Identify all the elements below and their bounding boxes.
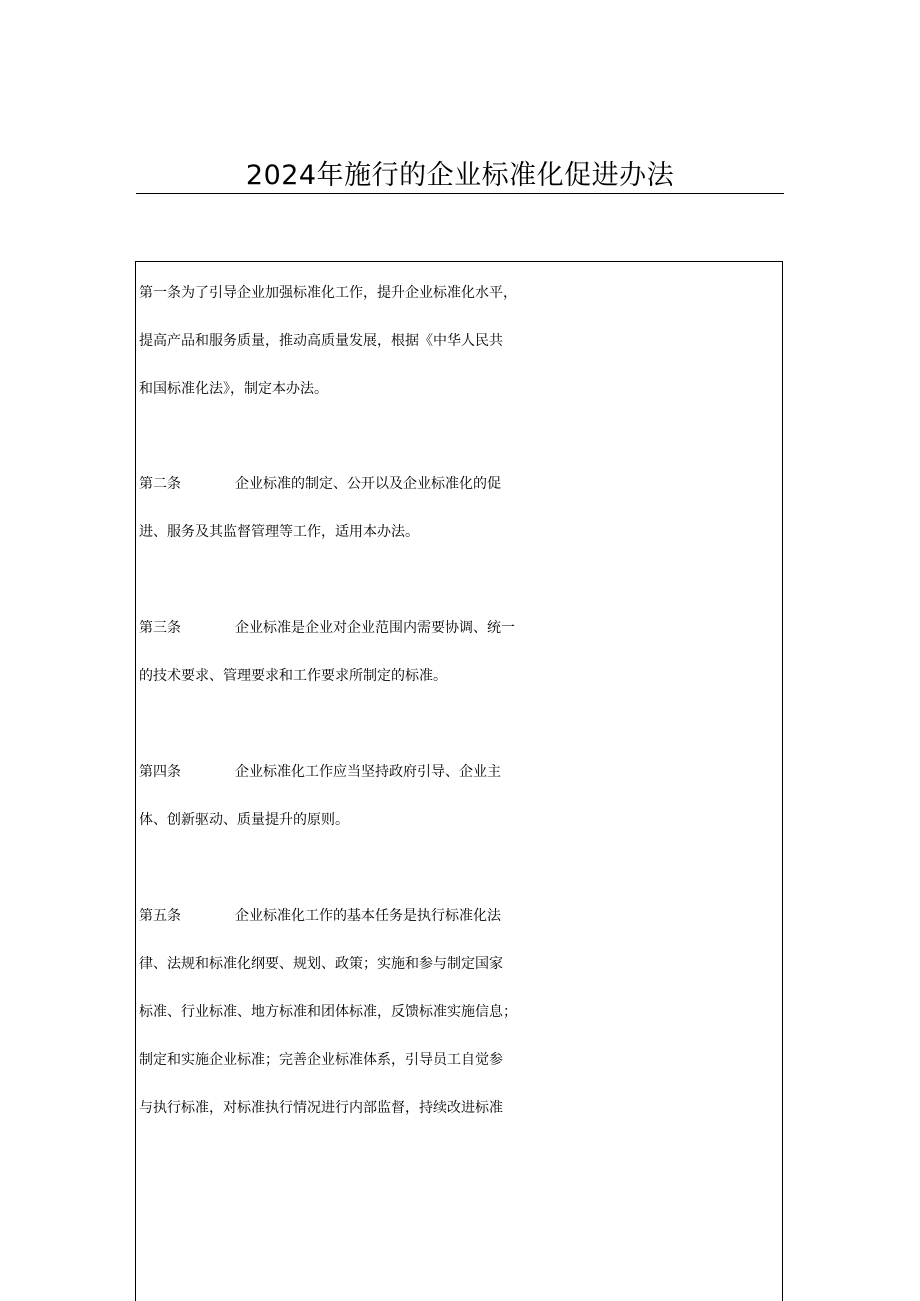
article-4-first-line: 企业标准化工作应当坚持政府引导、企业主 bbox=[235, 764, 501, 780]
article-5-label: 第五条 bbox=[139, 908, 181, 924]
article-3-label: 第三条 bbox=[139, 620, 181, 636]
article-3 bbox=[139, 604, 785, 700]
article-2-line-2: 进、服务及其监督管理等工作，适用本办法。 bbox=[139, 524, 419, 540]
article-5-line-5: 与执行标准，对标准执行情况进行内部监督，持续改进标准 bbox=[139, 1100, 503, 1116]
article-2-label: 第二条 bbox=[139, 476, 181, 492]
article-1 bbox=[139, 269, 785, 413]
article-5-line-1 bbox=[139, 892, 785, 940]
article-3-line-2: 的技术要求、管理要求和工作要求所制定的标准。 bbox=[139, 668, 447, 684]
article-5-line-2: 律、法规和标准化纲要、规划、政策；实施和参与制定国家 bbox=[139, 956, 503, 972]
article-3-first-line: 企业标准是企业对企业范围内需要协调、统一 bbox=[235, 620, 515, 636]
article-2-line-1 bbox=[139, 460, 785, 508]
article-3-line-1 bbox=[139, 604, 785, 652]
article-4-label: 第四条 bbox=[139, 764, 181, 780]
article-1-line-1: 第一条为了引导企业加强标准化工作，提升企业标准化水平， bbox=[139, 285, 517, 301]
article-5-line-3: 标准、行业标准、地方标准和团体标准，反馈标准实施信息； bbox=[139, 1004, 517, 1020]
article-5-first-line: 企业标准化工作的基本任务是执行标准化法 bbox=[235, 908, 501, 924]
article-5 bbox=[139, 892, 785, 1132]
article-1-line-3: 和国标准化法》，制定本办法。 bbox=[139, 381, 328, 397]
document-title: 2024年施行的企业标准化促进办法 bbox=[245, 160, 675, 191]
article-5-line-4: 制定和实施企业标准；完善企业标准体系，引导员工自觉参 bbox=[139, 1052, 503, 1068]
title-underline bbox=[136, 193, 784, 194]
article-4-line-2: 体、创新驱动、质量提升的原则。 bbox=[139, 812, 349, 828]
article-4-line-1 bbox=[139, 748, 785, 796]
article-4 bbox=[139, 748, 785, 844]
article-2-first-line: 企业标准的制定、公开以及企业标准化的促 bbox=[235, 476, 501, 492]
article-2 bbox=[139, 460, 785, 556]
article-1-line-2: 提高产品和服务质量，推动高质量发展，根据《中华人民共 bbox=[139, 333, 503, 349]
